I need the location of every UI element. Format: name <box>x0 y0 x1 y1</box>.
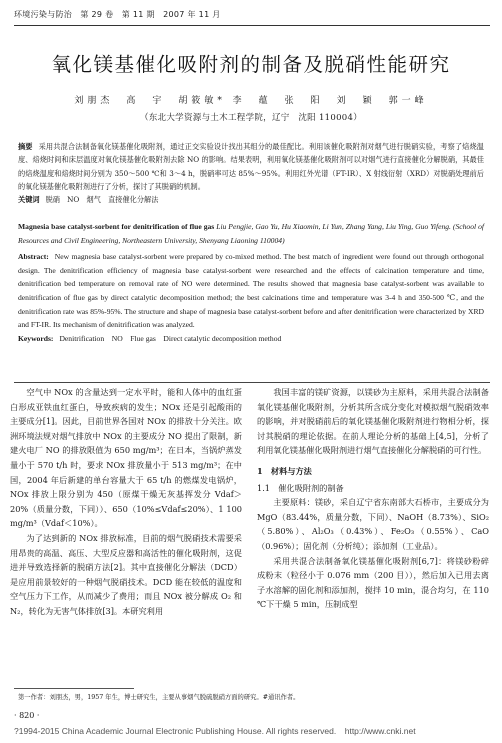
keywords-label: 关键词 <box>18 195 40 204</box>
paragraph: 我国丰富的镁矿资源，以镁砂为主原料，采用共混合法制备氧化镁基催化吸附剂，分析其所含成分变化对模拟烟气脱硝效率的影响，并对脱硝前后的氧化镁基催化吸附剂进行物相分析，探讨其脱硝的理论依据。在前人理论分析的基础上[4,5]，分析了利用氧化镁基催化吸附剂进行烟气直接催化分解脱硝的可行性。 <box>257 387 489 456</box>
footnote-divider <box>14 688 134 689</box>
abstract-divider <box>14 382 490 383</box>
english-keywords <box>18 332 484 346</box>
footnote: 第一作者：刘朋杰，男，1957 年生，博士研究生，主要从事烟气脱硫脱硝方面的研究。#通讯作者。 <box>18 694 300 701</box>
abstract-label: 摘要 <box>18 142 33 151</box>
paragraph: 主要原料：镁砂，采自辽宁省东南部大石桥市，主要成分为 MgO（83.44%，质量分数，下同）、NaOH（8.73%）、SiO₂（5.80%）、Al₂O₃（0.43%）、Fe₂O₃（0.55%）、CaO（0.96%）；固化剂（分析纯）；添加剂（工业品）。 <box>257 497 489 551</box>
paragraph: 采用共混合法制备氧化镁基催化吸附剂[6,7]：将镁砂粉碎成粉末（粒径小于 0.076 mm（200 目）），然后加入已用去离子水溶解的固化剂和添加剂，搅拌 10 min，混合均匀，在 110 ℃下干燥 5 min，压制成型 <box>257 555 489 610</box>
author-list: 刘朋杰 高 宇 胡筱敏* 李 蕴 张 阳 刘 颖 郭一峰 <box>74 96 428 106</box>
english-title: Magnesia base catalyst-sorbent for denitrification of flue gas <box>18 222 215 231</box>
body-column-right <box>257 385 489 612</box>
english-abstract <box>18 250 484 332</box>
page-number: · 820 · <box>14 711 40 720</box>
copyright-watermark: ?1994-2015 China Academic Journal Electronic Publishing House. All rights reserved. http://www.cnki.net <box>14 726 416 736</box>
body-column-left <box>10 385 242 619</box>
affiliation: （东北大学资源与土木工程学院，辽宁 沈阳 110004） <box>139 113 363 123</box>
english-keywords-label: Keywords: <box>18 333 54 343</box>
english-abstract-label: Abstract: <box>18 252 49 262</box>
english-header <box>18 220 484 247</box>
abstract-text: 采用共混合法制备氧化镁基催化吸附剂，通过正交实验设计找出其组分的最佳配比。利用该催化吸附剂对烟气进行脱硝实验，考察了焙烧温度、焙烧时间和床层温度对氧化镁基催化吸附剂去除 NO 的影响。结果表明，利用氧化镁基催化吸附剂可以对烟气进行直接催化分解脱硝，其最佳的焙烧温度和焙烧时间分别为 350～500 ℃和 3～4 h，脱硝率可达 85%～95%。利用红外光谱（FT-IR）、X 射线衍射（XRD）对脱硝处理前后的氧化镁基催化吸附剂进行了分析，探讨了其脱硝的机制。 <box>18 142 484 191</box>
subsection-heading: 1.1 催化吸附剂的制备 <box>257 482 344 493</box>
keywords-text: 脱硝 NO 烟气 直接催化分解法 <box>45 195 159 204</box>
header-divider <box>14 25 490 26</box>
english-keywords-text: Denitrification NO Flue gas Direct catalytic decomposition method <box>59 333 282 343</box>
english-abstract-block <box>18 220 484 345</box>
paragraph: 为了达到新的 NOx 排放标准，目前的烟气脱硝技术需要采用昂贵的高温、高压、大型反应器和高活性的催化吸附剂，这促进并导致选择新的脱硝方法[2]。其中直接催化分解法（DCD）是应用前景较好的一种烟气脱硝技术。DCD 能在较低的温度和空气压力下工作，从而减少了费用；而且 NOx 被分解成 O₂ 和 N₂，转化为无害气体排放[3]。本研究利用 <box>10 532 242 616</box>
article-title: 氧化镁基催化吸附剂的制备及脱硝性能研究 <box>51 53 451 76</box>
paragraph: 空气中 NOx 的含量达到一定水平时，能和人体中的血红蛋白形成亚铁血红蛋白，导致疾病的发生；NOx 还是引起酸雨的主要成分[1]。因此，目前世界各国对 NOx 的排放十分关注。欧洲环境法规对烟气排放中 NOx 的主要成分 NO 提出了限制，新建火电厂 NO 的排放限值为 650 mg/m³；在日本，当锅炉蒸发量小于 570 t/h 时，要求 NOx 排放量小于 513 mg/m³；在中国，2004 年后新建的单台容量大于 65 t/h 的燃煤发电锅炉，NOx 排放上限分别为 450（原煤干燥无灰基挥发分 Vdaf＞20%（质量分数，下同））、650（10%≤Vdaf≤20%）、1 100 mg/m³（Vdaf＜10%）。 <box>10 387 242 529</box>
running-head: 环境污染与防治 第 29 卷 第 11 期 2007 年 11 月 <box>14 10 221 19</box>
english-authors: Liu Pengjie, Gao Yu, Hu Xiaomin, Li Yun, Zhang Yang, Liu Ying, Guo Yifeng. <box>216 222 451 231</box>
chinese-abstract <box>18 140 484 193</box>
english-abstract-text: New magnesia base catalyst-sorbent were prepared by co-mixed method. The best match of ingredient were found out through orthogonal design. The denitrification efficiency of magnesia base catalyst-sorbent were researched and the effects of calcination temperature and time, denitrification bed temperature on removal rate of NO were determined. The results showed that magnesia base catalyst-sorbent was available to denitrification of flue gas by direct catalytic decomposition method; the best calcinations time and temperature was 3-4 h and 350-500 ℃, and the denitrification rate was 85%-95%. The structure and shape of magnesia base catalyst-sorbent before and after denitrification were characterized by XRD and FT-IR. Its mechanism of denitrification was analyzed. <box>18 252 484 330</box>
section-heading: 1 材料与方法 <box>257 465 312 476</box>
chinese-keywords <box>18 195 484 205</box>
english-affiliation: (School of Resources and Civil Engineering, Northeastern University, Shenyang Liaoning 110004) <box>18 222 484 245</box>
